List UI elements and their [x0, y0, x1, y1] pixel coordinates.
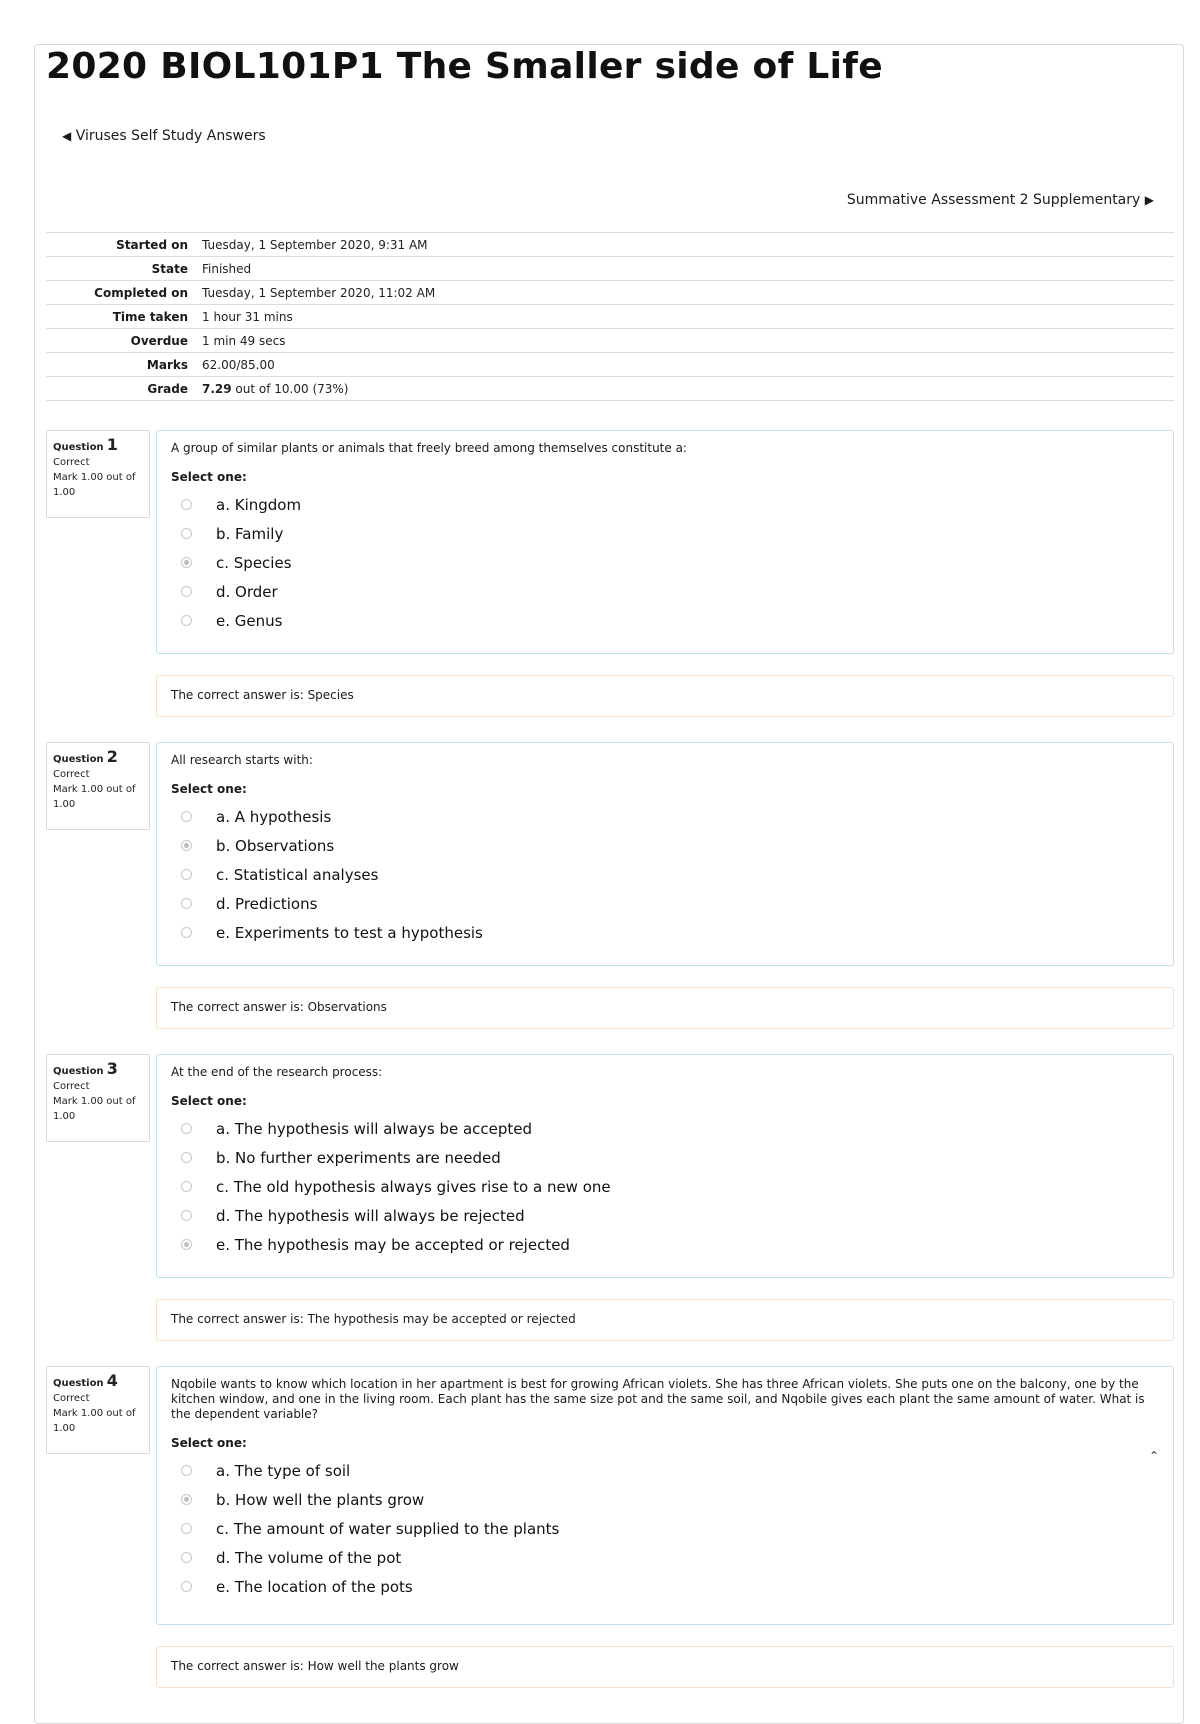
answer-option[interactable]	[171, 606, 1159, 635]
summary-row	[46, 257, 1174, 281]
question-state: Correct	[53, 457, 90, 468]
question-label: Question	[53, 442, 104, 453]
summary-row	[46, 377, 1174, 401]
answer-option-label: d. The hypothesis will always be rejected	[216, 1206, 525, 1225]
question-number: 3	[106, 1059, 118, 1078]
answer-option[interactable]	[171, 1201, 1159, 1230]
next-activity-link[interactable]	[847, 192, 1154, 208]
question-label: Question	[53, 754, 104, 765]
question-mark: Mark 1.00 out of 1.00	[53, 472, 136, 498]
question-mark: Mark 1.00 out of 1.00	[53, 1096, 136, 1122]
summary-label: State	[46, 257, 196, 281]
answer-option[interactable]	[171, 1143, 1159, 1172]
answer-feedback: The correct answer is: The hypothesis may be accepted or rejected	[156, 1299, 1174, 1341]
answer-option-label: d. Order	[216, 582, 278, 601]
summary-label: Grade	[46, 377, 196, 401]
answer-option-label: e. The location of the pots	[216, 1577, 413, 1596]
question-state: Correct	[53, 1393, 90, 1404]
answer-option[interactable]	[171, 831, 1159, 860]
answer-option-label: e. Genus	[216, 611, 283, 630]
radio-button-selected[interactable]	[181, 840, 192, 851]
answer-option[interactable]	[171, 1456, 1159, 1485]
answer-option[interactable]	[171, 519, 1159, 548]
answer-option[interactable]	[171, 1514, 1159, 1543]
answer-option[interactable]	[171, 889, 1159, 918]
radio-button-selected[interactable]	[181, 557, 192, 568]
question-label: Question	[53, 1066, 104, 1077]
question-text: All research starts with:	[171, 753, 313, 767]
question-mark: Mark 1.00 out of 1.00	[53, 1408, 136, 1434]
radio-button[interactable]	[181, 615, 192, 626]
summary-label: Completed on	[46, 281, 196, 305]
radio-button-selected[interactable]	[181, 1494, 192, 1505]
select-one-label: Select one:	[171, 470, 247, 484]
summary-value: 1 hour 31 mins	[196, 305, 1174, 329]
answer-option[interactable]	[171, 802, 1159, 831]
attempt-summary-table	[46, 232, 1174, 401]
summary-label: Overdue	[46, 329, 196, 353]
summary-row	[46, 353, 1174, 377]
answer-option-label: d. Predictions	[216, 894, 318, 913]
answer-option-label: a. A hypothesis	[216, 807, 332, 826]
question-text: At the end of the research process:	[171, 1065, 383, 1079]
caret-up-icon[interactable]: ⌃	[1148, 1449, 1159, 1463]
summary-value: 62.00/85.00	[196, 353, 1174, 377]
summary-label: Time taken	[46, 305, 196, 329]
answer-feedback: The correct answer is: Species	[156, 675, 1174, 717]
answer-option-label: b. Family	[216, 524, 284, 543]
answer-option[interactable]	[171, 1230, 1159, 1259]
question-number: 2	[106, 747, 118, 766]
next-activity-label: Summative Assessment 2 Supplementary	[846, 192, 1141, 208]
answer-option[interactable]	[171, 577, 1159, 606]
question-formulation	[156, 742, 1174, 966]
summary-value: Tuesday, 1 September 2020, 11:02 AM	[196, 281, 1174, 305]
radio-button[interactable]	[181, 499, 192, 510]
radio-button[interactable]	[181, 869, 192, 880]
page-title: 2020 BIOL101P1 The Smaller side of Life	[46, 46, 883, 87]
radio-button[interactable]	[181, 811, 192, 822]
summary-row	[46, 305, 1174, 329]
answer-option-label: c. The amount of water supplied to the plants	[216, 1519, 560, 1538]
radio-button[interactable]	[181, 528, 192, 539]
prev-activity-label: Viruses Self Study Answers	[75, 128, 266, 144]
answer-option[interactable]	[171, 1543, 1159, 1572]
select-one-label: Select one:	[171, 1094, 247, 1108]
answer-option[interactable]	[171, 1572, 1159, 1601]
question-formulation	[156, 1366, 1174, 1625]
radio-button-selected[interactable]	[181, 1239, 192, 1250]
question-info	[46, 742, 150, 830]
grade-value: 7.29	[202, 381, 232, 396]
radio-button[interactable]	[181, 1210, 192, 1221]
right-triangle-icon: ▶	[1144, 193, 1154, 207]
question-mark: Mark 1.00 out of 1.00	[53, 784, 136, 810]
answer-option-label: d. The volume of the pot	[216, 1548, 402, 1567]
question-text: Nqobile wants to know which location in her apartment is best for growing African violets. She has three African violets. She puts one on the balcony, one by the kitchen window, and one in the living room. Each plant has the same size pot and the same soil, and Nqobile gives each plant the same amount of water. What is the dependent variable?	[171, 1377, 1145, 1421]
answer-option-label: a. Kingdom	[216, 495, 302, 514]
answer-option-label: c. Species	[216, 553, 292, 572]
left-triangle-icon: ◀	[62, 129, 72, 143]
question-info	[46, 1366, 150, 1454]
grade-suffix: out of 10.00 (73%)	[231, 381, 349, 396]
answer-option-label: a. The type of soil	[216, 1461, 351, 1480]
answer-option[interactable]	[171, 1172, 1159, 1201]
select-one-label: Select one:	[171, 1436, 247, 1450]
answer-option-label: b. Observations	[216, 836, 335, 855]
question-formulation	[156, 430, 1174, 654]
select-one-label: Select one:	[171, 782, 247, 796]
question-state: Correct	[53, 769, 90, 780]
answer-option-label: b. How well the plants grow	[216, 1490, 425, 1509]
question-formulation	[156, 1054, 1174, 1278]
summary-value: 1 min 49 secs	[196, 329, 1174, 353]
radio-button[interactable]	[181, 927, 192, 938]
question-label: Question	[53, 1378, 104, 1389]
answer-feedback: The correct answer is: Observations	[156, 987, 1174, 1029]
summary-value: Tuesday, 1 September 2020, 9:31 AM	[196, 233, 1174, 257]
summary-row	[46, 329, 1174, 353]
question-state: Correct	[53, 1081, 90, 1092]
answer-option-label: b. No further experiments are needed	[216, 1148, 501, 1167]
answer-option[interactable]	[171, 860, 1159, 889]
answer-option[interactable]	[171, 490, 1159, 519]
radio-button[interactable]	[181, 1181, 192, 1192]
answer-option-label: e. Experiments to test a hypothesis	[216, 923, 483, 942]
question-text: A group of similar plants or animals that freely breed among themselves constitute a:	[171, 441, 687, 455]
summary-value: Finished	[196, 257, 1174, 281]
answer-option-label: a. The hypothesis will always be accepted	[216, 1119, 533, 1138]
summary-row	[46, 281, 1174, 305]
answer-feedback: The correct answer is: How well the plants grow	[156, 1646, 1174, 1688]
answer-option[interactable]	[171, 918, 1159, 947]
question-number: 1	[106, 435, 118, 454]
summary-row	[46, 233, 1174, 257]
summary-label: Started on	[46, 233, 196, 257]
radio-button[interactable]	[181, 586, 192, 597]
answer-option[interactable]	[171, 1485, 1159, 1514]
question-number: 4	[106, 1371, 118, 1390]
prev-activity-link[interactable]	[62, 128, 266, 144]
answer-option-label: e. The hypothesis may be accepted or rejected	[216, 1235, 570, 1254]
radio-button[interactable]	[181, 1152, 192, 1163]
radio-button[interactable]	[181, 1123, 192, 1134]
question-info	[46, 430, 150, 518]
radio-button[interactable]	[181, 1581, 192, 1592]
answer-option-label: c. Statistical analyses	[216, 865, 379, 884]
summary-value	[196, 377, 1174, 401]
answer-option[interactable]	[171, 1114, 1159, 1143]
radio-button[interactable]	[181, 1552, 192, 1563]
answer-option-label: c. The old hypothesis always gives rise to a new one	[216, 1177, 611, 1196]
radio-button[interactable]	[181, 898, 192, 909]
answer-option[interactable]	[171, 548, 1159, 577]
question-info	[46, 1054, 150, 1142]
radio-button[interactable]	[181, 1465, 192, 1476]
summary-label: Marks	[46, 353, 196, 377]
radio-button[interactable]	[181, 1523, 192, 1534]
